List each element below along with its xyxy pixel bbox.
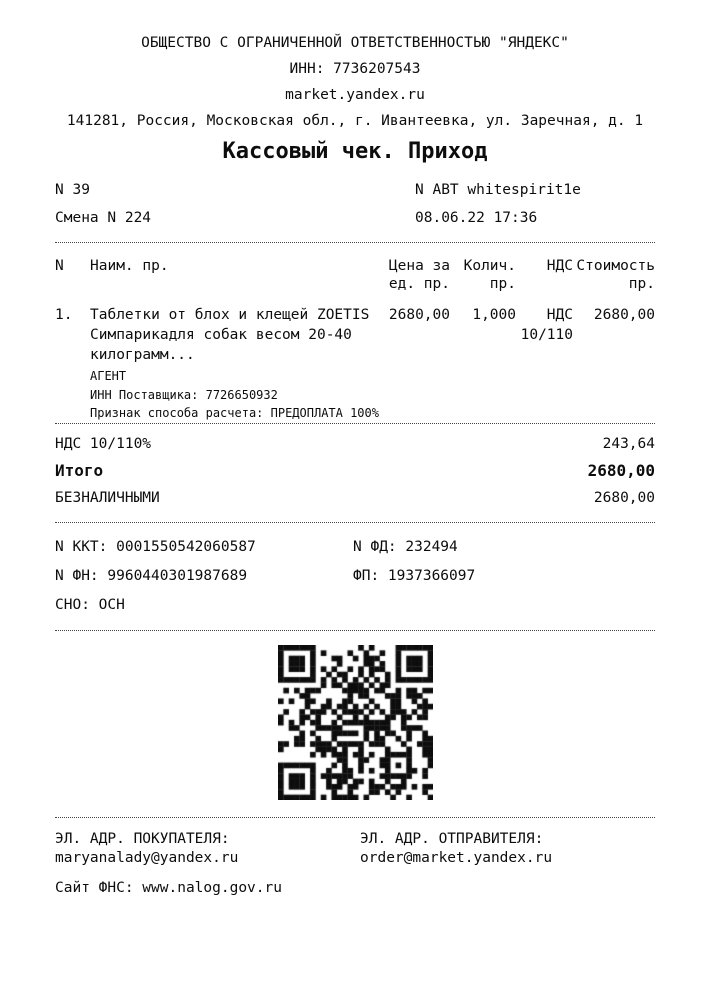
- grand-total-value: 2680,00: [587, 461, 655, 480]
- company-name: ОБЩЕСТВО С ОГРАНИЧЕННОЙ ОТВЕТСТВЕННОСТЬЮ "ЯНДЕКС": [141, 35, 569, 51]
- grand-total-row: [55, 463, 655, 479]
- grand-total-label: Итого: [55, 461, 104, 480]
- item-details: [90, 367, 655, 423]
- dotted-divider-4: [55, 630, 655, 631]
- col-header-num: N: [55, 258, 64, 274]
- item-supplier-inn: ИНН Поставщика: 7726650932: [90, 387, 278, 402]
- items-table: [55, 257, 655, 423]
- email-columns: [55, 830, 655, 868]
- item-number: 1.: [55, 307, 73, 323]
- receipt-meta: [55, 183, 655, 225]
- item-name: Таблетки от блох и клещей ZOETIS Симпарикадля собак весом 20-40 килограмм...: [90, 307, 370, 363]
- totals: [55, 437, 655, 506]
- shift-number: Смена N 224: [55, 210, 152, 226]
- fiscal-details: [55, 540, 655, 613]
- company-inn: ИНН: 7736207543: [289, 61, 421, 77]
- dotted-divider-1: [55, 242, 655, 243]
- dotted-divider-5: [55, 817, 655, 818]
- fn-number: N ФН: 9960440301987689: [55, 567, 248, 584]
- item-vat: НДС 10/110: [520, 307, 573, 343]
- item-unit-price: 2680,00: [388, 307, 450, 323]
- buyer-email-label: ЭЛ. АДР. ПОКУПАТЕЛЯ:: [55, 831, 230, 847]
- automat-number: N АВТ whitespirit1e: [415, 182, 581, 198]
- item-quantity: 1,000: [472, 307, 516, 323]
- cashless-value: 2680,00: [593, 490, 655, 506]
- receipt-header: [55, 30, 655, 166]
- buyer-email-block: [55, 830, 360, 868]
- sender-email-block: [360, 830, 655, 868]
- receipt-footer: [55, 830, 655, 896]
- cashless-label: БЕЗНАЛИЧНЫМИ: [55, 490, 160, 506]
- fiscal-row-2: [55, 569, 655, 584]
- company-address: 141281, Россия, Московская обл., г. Ивантеевка, ул. Заречная, д. 1: [66, 113, 644, 129]
- col-header-name: Наим. пр.: [90, 258, 169, 274]
- sender-email-label: ЭЛ. АДР. ОТПРАВИТЕЛЯ:: [360, 831, 544, 847]
- fiscal-row-3: [55, 598, 655, 613]
- item-total: 2680,00: [593, 307, 655, 323]
- kkt-number: N ККТ: 0001550542060587: [55, 538, 256, 555]
- vat-total-value: 243,64: [602, 435, 655, 452]
- dotted-divider-3: [55, 522, 655, 523]
- sno-value: СНО: ОСН: [55, 596, 125, 613]
- receipt-datetime: 08.06.22 17:36: [415, 210, 538, 226]
- receipt-number: N 39: [55, 182, 90, 198]
- meta-row-1: [55, 183, 655, 197]
- item-row: [55, 305, 655, 365]
- receipt-title: Кассовый чек. Приход: [222, 139, 488, 164]
- fp-number: ФП: 1937366097: [353, 567, 476, 584]
- qr-code-container: [55, 645, 655, 800]
- fns-site: Сайт ФНС: www.nalog.gov.ru: [55, 880, 282, 896]
- col-header-vat: НДС: [546, 258, 573, 274]
- sender-email: order@market.yandex.ru: [360, 850, 553, 866]
- qr-code: [278, 645, 433, 800]
- meta-row-2: [55, 211, 655, 225]
- fd-number: N ФД: 232494: [353, 538, 458, 555]
- item-agent: АГЕНТ: [90, 369, 127, 383]
- dotted-divider-2: [55, 423, 655, 424]
- company-site: market.yandex.ru: [285, 87, 425, 103]
- vat-total-label: НДС 10/110%: [55, 435, 152, 452]
- item-payment-attribute: Признак способа расчета: ПРЕДОПЛАТА 100%: [90, 406, 379, 420]
- col-header-qty: Колич. пр.: [463, 258, 516, 292]
- cashless-row: [55, 491, 655, 506]
- col-header-price: Цена за ед. пр.: [388, 258, 450, 292]
- vat-total-row: [55, 437, 655, 452]
- col-header-sum: Стоимость пр.: [576, 258, 655, 292]
- buyer-email: maryanalady@yandex.ru: [55, 850, 239, 866]
- fiscal-row-1: [55, 540, 655, 555]
- items-table-header: [55, 257, 655, 293]
